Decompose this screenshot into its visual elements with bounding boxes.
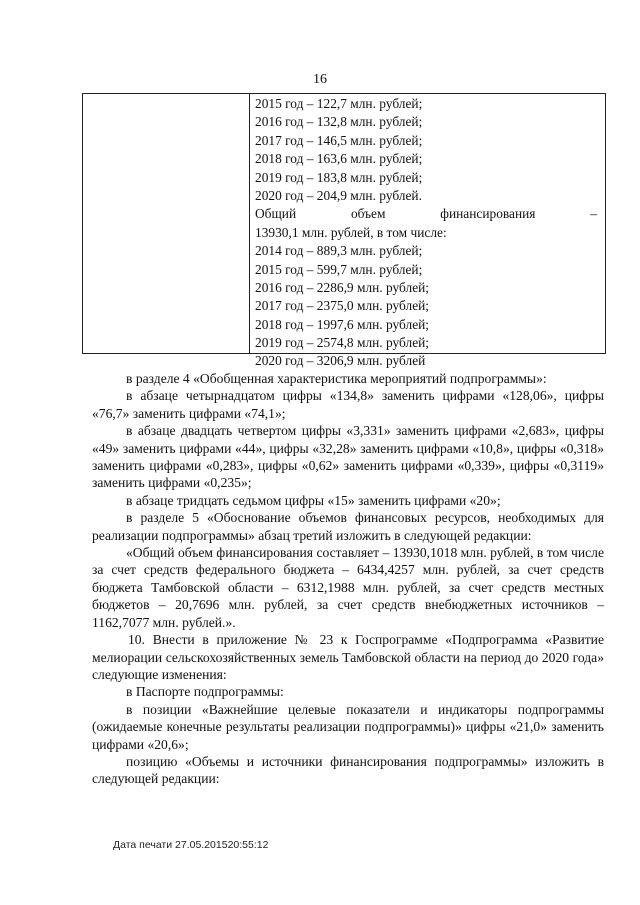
paragraph-section4: в разделе 4 «Обобщенная характеристика мероприятий подпрограммы»: bbox=[126, 371, 547, 386]
total-funding-heading bbox=[255, 205, 597, 223]
print-date: Дата печати 27.05.201520:55:12 bbox=[113, 839, 269, 851]
paragraph-passport: в Паспорте подпрограммы: bbox=[126, 684, 284, 700]
funding-line: 2014 год – 889,3 млн. рублей; bbox=[255, 243, 423, 259]
total-funding-amount: 13930,1 млн. рублей, в том числе: bbox=[255, 224, 447, 240]
funding-table bbox=[82, 93, 606, 369]
funding-line: 2015 год – 599,7 млн. рублей; bbox=[255, 261, 423, 277]
paragraph-abzac24: в абзаце двадцать четвертом цифры «3,331» заменить цифрами «2,683», цифры «49» заменить цифрами «44», цифры «32,28» заменить цифрами «10,8», цифры «0,318» заменить цифрами «0,283», цифры «0,62» заменить цифрами «0,339», цифры «0,3119» заменить цифрами «0,235»; bbox=[92, 423, 604, 491]
paragraph-funding-position: позицию «Объемы и источники финансирования подпрограммы» изложить в следующей редакции: bbox=[92, 753, 604, 787]
funding-line: 2017 год – 146,5 млн. рублей; bbox=[255, 132, 423, 148]
funding-line: 2018 год – 1997,6 млн. рублей; bbox=[255, 316, 430, 332]
paragraph-abzac37: в абзаце тридцать седьмом цифры «15» заменить цифрами «20»; bbox=[126, 492, 501, 508]
paragraph-section5: в разделе 5 «Обоснование объемов финансовых ресурсов, необходимых для реализации подпрограммы» абзац третий изложить в следующей редакции: bbox=[92, 510, 604, 543]
funding-line: 2018 год – 163,6 млн. рублей; bbox=[255, 151, 423, 167]
total-word: объем bbox=[350, 206, 386, 222]
paragraph-quote-total: «Общий объем финансирования составляет – 13930,1018 млн. рублей, в том числе за счет средств федерального бюджета – 6434,4257 млн. рублей, за счет средств бюджета Тамбовской области – 6312,1988 млн. рублей, за счет средств местных бюджетов – 20,7696 млн. рублей, за счет средств внебюджетных источников – 1162,7077 млн. рублей.». bbox=[92, 545, 604, 630]
document-body bbox=[92, 370, 604, 788]
table-left-cell bbox=[83, 94, 250, 353]
total-word: Общий bbox=[255, 206, 297, 222]
funding-line: 2015 год – 122,7 млн. рублей; bbox=[255, 96, 423, 111]
total-word: – bbox=[590, 206, 597, 222]
funding-line: 2016 год – 2286,9 млн. рублей; bbox=[255, 279, 430, 295]
table-right-cell bbox=[250, 94, 605, 369]
funding-line: 2019 год – 183,8 млн. рублей; bbox=[255, 169, 423, 185]
funding-line: 2020 год – 204,9 млн. рублей. bbox=[255, 187, 422, 203]
funding-line: 2017 год – 2375,0 млн. рублей; bbox=[255, 298, 430, 314]
paragraph-indicators: в позиции «Важнейшие целевые показатели и индикаторы подпрограммы (ожидаемые конечные результаты реализации подпрограммы)» цифры «21,0» заменить цифрами «20,6»; bbox=[92, 701, 604, 752]
funding-line: 2016 год – 132,8 млн. рублей; bbox=[255, 114, 423, 130]
page-number: 16 bbox=[313, 72, 327, 87]
paragraph-abzac14: в абзаце четырнадцатом цифры «134,8» заменить цифрами «128,06», цифры «76,7» заменить цифрами «74,1»; bbox=[92, 388, 604, 421]
funding-line: 2020 год – 3206,9 млн. рублей bbox=[255, 353, 426, 369]
total-word: финансирования bbox=[440, 206, 536, 222]
funding-line: 2019 год – 2574,8 млн. рублей; bbox=[255, 335, 430, 351]
paragraph-item-10: 10. Внести в приложение № 23 к Госпрограмме «Подпрограмма «Развитие мелиорации сельскохозяйственных земель Тамбовской области на период до 2020 года» следующие изменения: bbox=[92, 632, 604, 682]
